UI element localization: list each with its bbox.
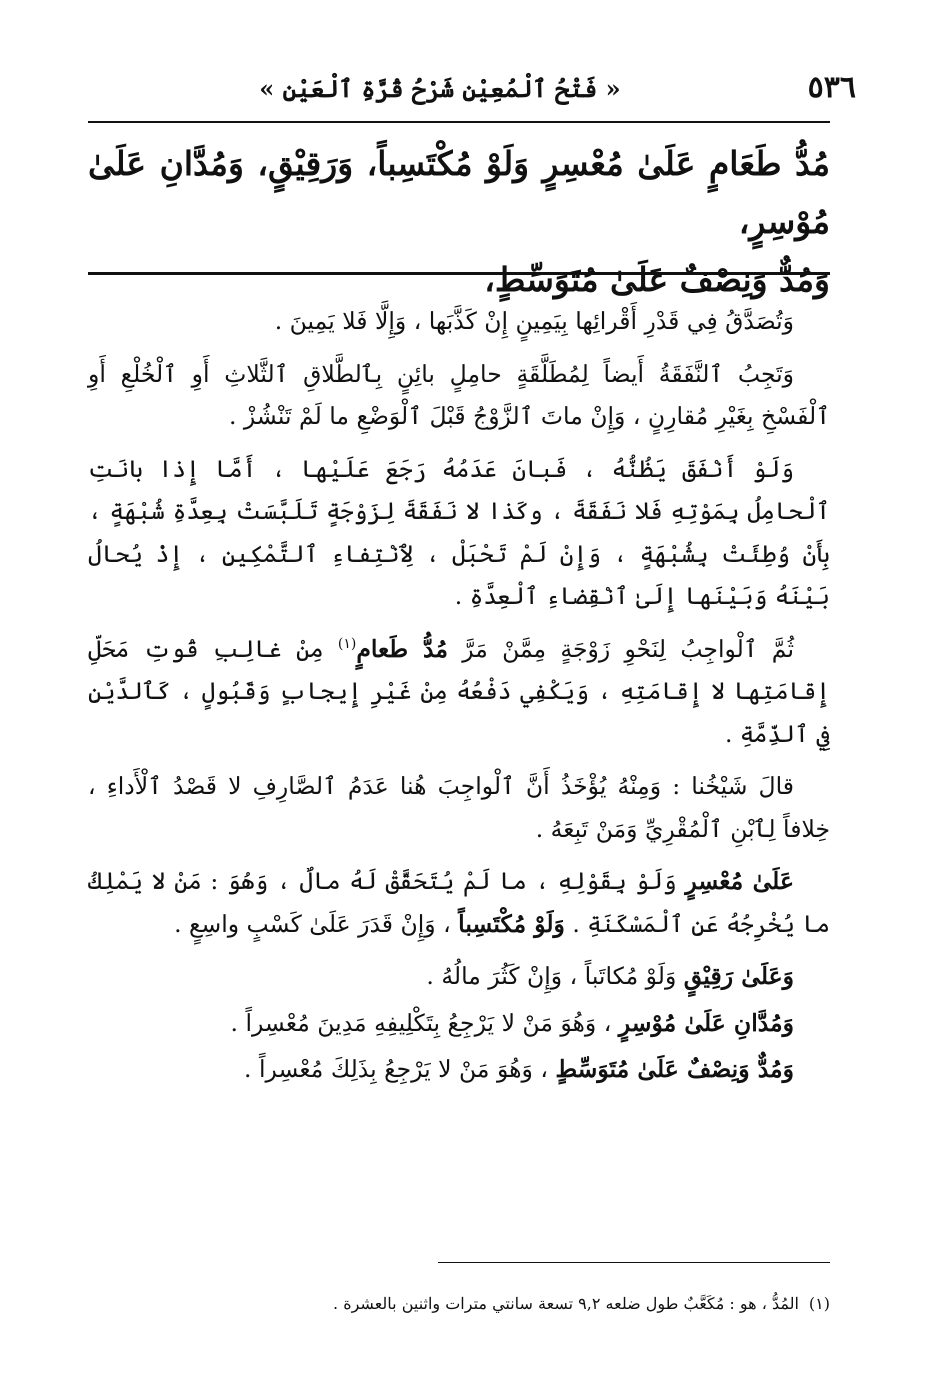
matn-text [88,135,830,309]
footnote-number: (١) [808,1294,830,1313]
paragraph [88,955,830,998]
paragraph: وَتَجِبُ ٱلنَّفَقَةُ أَيضاً لِمُطَلَّقَةٍ حامِلٍ بائِنٍ بِٱلطَّلاقِ ٱلثَّلاثِ أَوِ ٱلْخُلْعِ أَوِ ٱلْفَسْخِ بِغَيْرِ مُقارِنٍ ، وَإِنْ ماتَ ٱلزَّوْجُ قَبْلَ ٱلْوَضْعِ ما لَمْ تَنْشُزْ . [88,359,830,430]
matn-quote: وَمُدَّانِ عَلَىٰ مُوْسِرٍ [618,1008,794,1037]
text-run: وَلَوْ مُكاتَباً ، وَإِنْ كَثُرَ مالُهُ . [426,962,684,990]
paragraph: وَلَوْ أَنْفَقَ يَظُنُّهُ ، فَبانَ عَدَمُهُ رَجَعَ عَلَيْها ، أَمَّا إِذا بانَتِ ٱلْحامِلُ بِمَوْتِهِ فَلا نَفَقَةَ ، وكَذا لا نَفَقَةَ لِزَوْجَةٍ تَلَبَّسَتْ بِعِدَّةِ شُبْهَةٍ ، بِأَنْ وُطِئَتْ بِشُبْهَةٍ ، وَإِنْ لَمْ تَحْبَلْ ، لِٱنْتِفاءِ ٱلتَّمْكِينِ ، إِذْ يُحالُ بَيْنَهُ وَبَيْنَها إِلَىٰ ٱنْقِضاءِ ٱلْعِدَّةِ . [88,454,830,610]
paragraph [88,628,830,756]
matn-quote: مُدُّ طَعامٍ [356,634,448,663]
matn-quote: عَلَىٰ مُعْسِرٍ [685,867,794,895]
matn-line: وَمُدٌّ وَنِصْفٌ عَلَىٰ مُتَوَسِّطٍ، [484,260,830,299]
footnote-rule [438,1262,830,1263]
header-rule [88,121,830,123]
paragraph [88,1002,830,1045]
page-number: ٥٣٦ [807,70,856,105]
matn-line: مُدُّ طَعَامٍ عَلَىٰ مُعْسِرٍ وَلَوْ مُكْتَسِباً، وَرَقِيْقٍ، وَمُدَّانِ عَلَىٰ مُوْسِرٍ، [88,144,830,241]
commentary-body [88,300,830,1095]
paragraph: وَتُصَدَّقُ فِي قَدْرِ أَقْرائِها بِيَمِينٍ إِنْ كَذَّبَها ، وَإِلَّا فَلا يَمِينَ . [274,307,794,335]
text-run: ، وَهُوَ مَنْ لا يَرْجِعُ بِذَلِكَ مُعْسِراً . [244,1055,556,1083]
text-run: مِنْ غالِبِ قُوتِ مَحَلِّ إِقامَتِها لا إِقامَتِهِ ، وَيَكْفِي دَفْعُهُ مِنْ غَيْرِ إِيجابٍ وَقَبُولٍ ، كَٱلدَّيْنِ فِي ٱلذِّمَّةِ . [88,634,830,748]
matn-quote: وَعَلَىٰ رَقِيْقٍ [683,962,794,990]
paragraph: قالَ شَيْخُنا : وَمِنْهُ يُؤْخَذُ أَنَّ ٱلْواجِبَ هُنا عَدَمُ ٱلصَّارِفِ لا قَصْدُ ٱلْأَداءِ ، خِلافاً لِٱبْنِ ٱلْمُقْرِيِّ وَمَنْ تَبِعَهُ . [88,772,830,843]
text-run: ثُمَّ ٱلْواجِبُ لِنَحْوِ زَوْجَةٍ مِمَّنْ مَرَّ [447,634,794,663]
footnote [88,1292,830,1316]
footnote-reference[interactable]: (١) [337,635,357,652]
matn-quote: وَلَوْ مُكْتَسِباً [458,909,565,938]
paragraph [88,860,830,945]
footnote-text: المُدُّ ، هو : مُكَعَّبٌ طول ضلعه ٩,٢ تسعة سانتي مترات واثنين بالعشرة . [333,1294,799,1313]
text-run: ، وَهُوَ مَنْ لا يَرْجِعُ بِتَكْلِيفِهِ مَدِينَ مُعْسِراً . [230,1008,619,1037]
text-run: وَلَوْ بِقَوْلِهِ ، ما لَمْ يُتَحَقَّقْ لَهُ مالٌ ، وَهُوَ : مَنْ لا يَمْلِكُ ما يُخْرِجُهُ عَنِ ٱلْمَسْكَنَةِ . [88,867,830,938]
running-title: « فَتْحُ ٱلْمُعِيْنِ شَرْحُ قُرَّةِ ٱلْعَيْنِ » [259,74,621,103]
matn-rule [88,272,830,275]
matn-quote: وَمُدٌّ وَنِصْفٌ عَلَىٰ مُتَوَسِّطٍ [555,1055,794,1083]
paragraph [88,1048,830,1091]
text-run: ، وَإِنْ قَدَرَ عَلَىٰ كَسْبٍ واسِعٍ . [174,909,459,938]
